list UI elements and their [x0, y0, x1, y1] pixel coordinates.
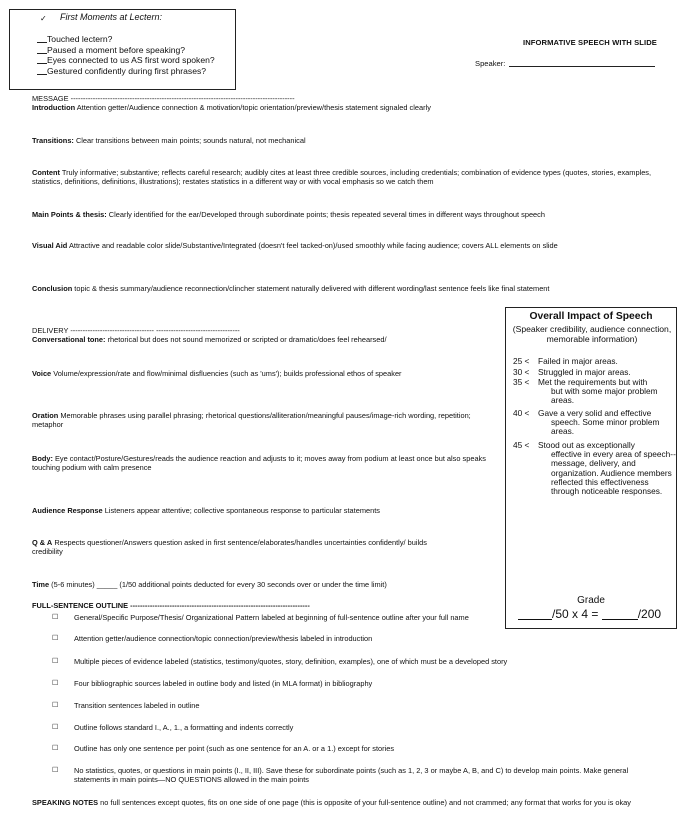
- checkbox-icon[interactable]: ☐: [52, 614, 59, 621]
- overall-impact-box: Overall Impact of Speech (Speaker credibility, audience connection, memorable information) 25 < Failed in major areas. 30 < Struggled in major areas. 35 < Met the requirements but with but with some major problem areas. 40 < Gave a very solid and effective speech. Some minor problem areas. 45 < Stood out as exceptionally effective in every area of speech--message, delivery, and organization. Audience members reflected this effectiveness through noticeable responses. Grade /50 x 4 = /200: [505, 307, 677, 629]
- final-score-field[interactable]: [602, 608, 638, 620]
- criterion-conversational-tone: Conversational tone: rhetorical but does not sound memorized or scripted or dramatic/does feel rehearsed/: [32, 335, 387, 344]
- list-item: Eyes connected to us AS first word spoken?: [37, 55, 215, 66]
- checkbox-icon[interactable]: ☐: [52, 767, 59, 774]
- impact-subtitle: (Speaker credibility, audience connection, memorable information): [512, 324, 672, 344]
- checkmark-icon: ✓: [40, 14, 47, 23]
- criterion-q-and-a: Q & A Respects questioner/Answers question asked in first sentence/elaborates/handles uncertainties confidently/ builds credibility: [32, 538, 427, 556]
- criterion-introduction: Introduction Attention getter/Audience connection & motivation/topic orientation/preview/thesis statement signaled clearly: [32, 103, 431, 112]
- criterion-oration: Oration Memorable phrases using parallel phrasing; rhetorical questions/alliteration/meaningful pauses/image-rich wording, repetition; metaphor: [32, 411, 471, 429]
- checkbox-icon[interactable]: ☐: [52, 635, 59, 642]
- blank-line: [37, 56, 47, 64]
- criterion-body: Body: Eye contact/Posture/Gestures/reads the audience reaction and adjusts to it; moves away from podium at least once but also speaks touching podium with calm presence: [32, 454, 486, 472]
- blank-line: [37, 67, 47, 75]
- criterion-main-points: Main Points & thesis: Clearly identified for the ear/Developed through subordinate points; thesis repeated several times in different ways throughout speech: [32, 210, 545, 219]
- first-moments-box: [9, 9, 236, 90]
- criterion-audience-response: Audience Response Listeners appear attentive; collective spontaneous response to particular statements: [32, 506, 380, 515]
- blank-line: [37, 35, 47, 43]
- grade-formula: /50 x 4 = /200: [518, 608, 661, 620]
- outline-heading: FULL-SENTENCE OUTLINE -------------------------------------------------------------------------: [32, 601, 310, 610]
- list-item: Gestured confidently during first phrases?: [37, 66, 215, 77]
- speaker-label: Speaker:: [475, 59, 506, 68]
- criterion-content: Content Truly informative; substantive; reflects careful research; audibly cites at least three credible sources, including credentials; combination of evidence types (quotes, stories, examples, statistics, definitions, definitions, illustrations); restates statistics in a different way or with vocal emphasis so we catch them: [32, 168, 652, 186]
- first-moments-list: [37, 34, 215, 76]
- grade-label: Grade: [577, 595, 605, 606]
- list-item: Touched lectern?: [37, 34, 215, 45]
- sheet-title: INFORMATIVE SPEECH WITH SLIDE: [523, 38, 657, 47]
- raw-score-field[interactable]: [518, 608, 552, 620]
- criterion-time: Time (5-6 minutes) _____ (1/50 additional points deducted for every 30 seconds over or under the time limit): [32, 580, 387, 589]
- criterion-visual-aid: Visual Aid Attractive and readable color slide/Substantive/Integrated (doesn't feel tacked-on)/used smoothly while facing audience; covers ALL elements on slide: [32, 241, 558, 250]
- criterion-voice: Voice Volume/expression/rate and flow/minimal disfluencies (such as 'ums'); builds professional ethos of speaker: [32, 369, 402, 378]
- speaker-name-field[interactable]: [509, 66, 655, 67]
- checkbox-icon[interactable]: ☐: [52, 658, 59, 665]
- checkbox-icon[interactable]: ☐: [52, 745, 59, 752]
- criterion-transitions: Transitions: Clear transitions between main points; sounds natural, not mechanical: [32, 136, 306, 145]
- criterion-conclusion: Conclusion topic & thesis summary/audience reconnection/clincher statement naturally delivered with different wording/last sentence feels like final statement: [32, 284, 550, 293]
- blank-line: [37, 46, 47, 54]
- list-item: Paused a moment before speaking?: [37, 45, 215, 56]
- delivery-heading: DELIVERY ---------------------------------- ----------------------------------: [32, 326, 240, 335]
- checkbox-icon[interactable]: ☐: [52, 680, 59, 687]
- first-moments-title: ✓ First Moments at Lectern:: [40, 12, 163, 23]
- message-heading: MESSAGE -------------------------------------------------------------------------------------------: [32, 94, 295, 103]
- criterion-speaking-notes: SPEAKING NOTES no full sentences except quotes, fits on one side of one page (this is opposite of your full-sentence outline) and not crammed; any format that works for you is okay: [32, 798, 631, 807]
- impact-title: Overall Impact of Speech: [529, 311, 653, 322]
- checkbox-icon[interactable]: ☐: [52, 702, 59, 709]
- checkbox-icon[interactable]: ☐: [52, 724, 59, 731]
